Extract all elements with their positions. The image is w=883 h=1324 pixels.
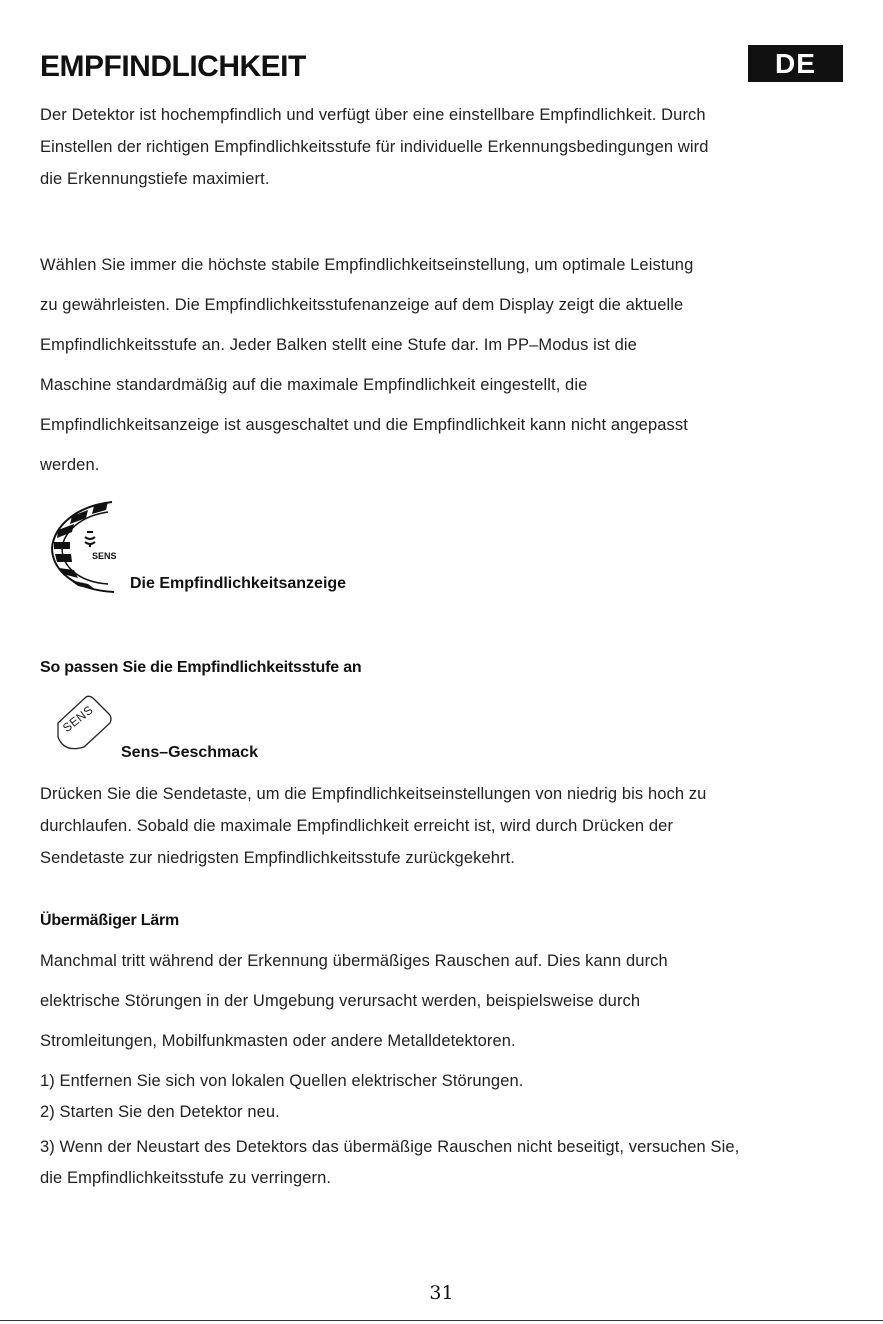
adjust-line-3: Sendetaste zur niedrigsten Empfindlichkeitsstufe zurückgekehrt. (40, 849, 515, 867)
adjust-heading: So passen Sie die Empfindlichkeitsstufe an (40, 659, 362, 676)
adjust-line-2: durchlaufen. Sobald die maximale Empfindlichkeit erreicht ist, wird durch Drücken der (40, 817, 674, 835)
paragraph2-line-5: Empfindlichkeitsanzeige ist ausgeschaltet und die Empfindlichkeit kann nicht angepasst (40, 416, 688, 434)
intro-line-1: Der Detektor ist hochempfindlich und verfügt über eine einstellbare Empfindlichkeit. Durch (40, 106, 706, 124)
noise-heading: Übermäßiger Lärm (40, 912, 180, 929)
intro-line-3: die Erkennungstiefe maximiert. (40, 170, 270, 188)
language-badge: DE (748, 45, 843, 82)
paragraph2-line-6: werden. (40, 456, 100, 474)
sensitivity-indicator-icon (48, 496, 128, 596)
intro-line-2: Einstellen der richtigen Empfindlichkeitsstufe für individuelle Erkennungsbedingungen wird (40, 138, 709, 156)
noise-line-1: Manchmal tritt während der Erkennung übermäßiges Rauschen auf. Dies kann durch (40, 952, 668, 970)
page-number: 31 (429, 1282, 454, 1304)
page-title: EMPFINDLICHKEIT (40, 50, 306, 83)
paragraph2-line-2: zu gewährleisten. Die Empfindlichkeitsstufenanzeige auf dem Display zeigt die aktuelle (40, 296, 684, 314)
adjust-line-1: Drücken Sie die Sendetaste, um die Empfindlichkeitseinstellungen von niedrig bis hoch zu (40, 785, 707, 803)
paragraph2-line-1: Wählen Sie immer die höchste stabile Empfindlichkeitseinstellung, um optimale Leistung (40, 256, 694, 274)
indicator-caption: Die Empfindlichkeitsanzeige (130, 575, 347, 592)
noise-line-3: Stromleitungen, Mobilfunkmasten oder andere Metalldetektoren. (40, 1032, 516, 1050)
noise-step-1: 1) Entfernen Sie sich von lokalen Quellen elektrischer Störungen. (40, 1072, 524, 1090)
sens-indicator-label: SENS (92, 551, 117, 561)
sens-button-caption: Sens–Geschmack (121, 744, 258, 761)
sens-button-label: SENS (60, 702, 96, 736)
footer-divider (0, 1320, 883, 1321)
noise-line-2: elektrische Störungen in der Umgebung verursacht werden, beispielsweise durch (40, 992, 641, 1010)
noise-step-3: 3) Wenn der Neustart des Detektors das übermäßige Rauschen nicht beseitigt, versuchen Sie, (40, 1138, 740, 1156)
noise-step-3-continued: die Empfindlichkeitsstufe zu verringern. (40, 1169, 332, 1187)
noise-step-2: 2) Starten Sie den Detektor neu. (40, 1103, 280, 1121)
paragraph2-line-3: Empfindlichkeitsstufe an. Jeder Balken stellt eine Stufe dar. Im PP–Modus ist die (40, 336, 637, 354)
paragraph2-line-4: Maschine standardmäßig auf die maximale Empfindlichkeit eingestellt, die (40, 376, 588, 394)
